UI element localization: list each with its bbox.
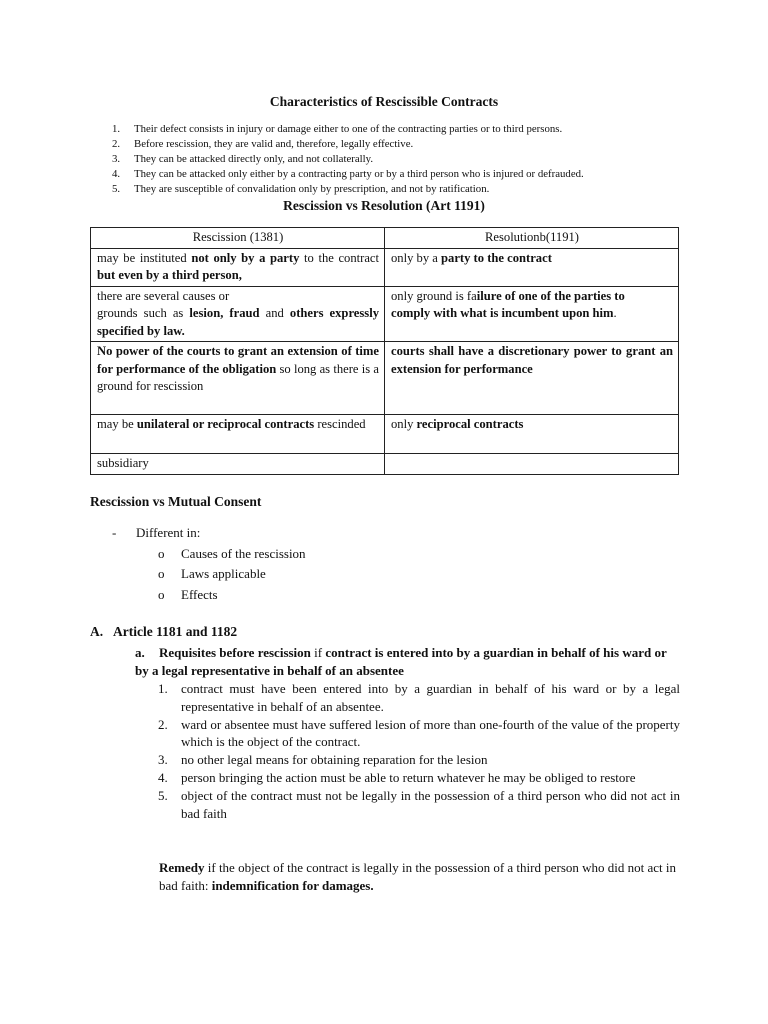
section-heading-text: Article 1181 and 1182 — [113, 624, 238, 639]
bold-text: comply with what is incumbent upon him — [391, 306, 614, 320]
list-text: person bringing the action must be able to return whatever he may be obliged to restore — [181, 769, 636, 785]
requisites-list — [158, 680, 680, 822]
bold-text: courts shall have a discretionary power to grant an extension for performance — [391, 344, 673, 376]
bold-text: ilure of one of the parties to — [476, 288, 625, 303]
column-header-resolution: Resolutionb(1191) — [385, 228, 679, 249]
bold-text: others expressly specified by law. — [97, 306, 379, 338]
table-cell — [385, 415, 679, 454]
table-cell — [385, 248, 679, 286]
subsection-letter: a. — [135, 645, 145, 660]
bold-text: but even by a third person, — [97, 268, 242, 282]
table-cell — [91, 286, 385, 342]
bold-text: unilateral or reciprocal contracts — [136, 417, 315, 431]
text-run: only by a — [391, 250, 442, 265]
list-text: They can be attacked directly only, and not collaterally. — [134, 153, 374, 165]
list-text: They are susceptible of convalidation only by prescription, and not by ratification. — [134, 183, 490, 195]
dash-bullet: - — [112, 525, 117, 540]
list-item — [112, 544, 306, 565]
text-run: grounds such as — [97, 306, 190, 320]
list-item — [158, 787, 680, 823]
list-number: 5. — [158, 787, 168, 803]
bold-text: reciprocal contracts — [416, 417, 524, 431]
list-number: 3. — [112, 153, 121, 165]
list-number: 2. — [158, 716, 168, 732]
list-number: 5. — [112, 183, 121, 195]
list-item — [112, 137, 682, 152]
circle-bullet: o — [158, 545, 165, 561]
list-item — [112, 523, 306, 544]
bold-text: No power of the courts to grant an extension of time for performance of the obligation — [97, 344, 379, 376]
list-text: They can be attacked only either by a contracting party or by a third person who is injured or defrauded. — [134, 168, 584, 180]
list-item — [112, 564, 306, 585]
comparison-table — [90, 227, 679, 475]
bold-text: not only by a party — [191, 250, 300, 265]
list-text: Effects — [181, 586, 218, 602]
text-run: . — [613, 306, 617, 320]
bold-text: indemnification for damages. — [211, 877, 374, 893]
text-run: subsidiary — [97, 456, 149, 470]
text-run: only — [391, 417, 417, 431]
difference-list — [112, 523, 306, 605]
bold-text: lesion, fraud — [189, 306, 260, 320]
table-cell — [385, 454, 679, 475]
page-title: Characteristics of Rescissible Contracts — [269, 94, 499, 109]
bold-text: party to the contract — [441, 250, 552, 265]
list-item — [158, 716, 680, 752]
table-cell — [91, 415, 385, 454]
circle-bullet: o — [158, 586, 165, 602]
list-item — [158, 680, 680, 716]
table-row — [91, 415, 679, 454]
list-text: no other legal means for obtaining reparation for the lesion — [181, 752, 488, 768]
text-run: may be instituted — [97, 250, 192, 265]
requisites-heading-text — [135, 645, 667, 678]
list-item — [112, 585, 306, 606]
table-cell — [385, 342, 679, 415]
list-item — [112, 167, 682, 182]
table-row — [91, 342, 679, 415]
bold-text: contract is entered into by a guardian in behalf of his ward or by a legal representative in behalf of an absentee — [135, 645, 667, 678]
list-number: 4. — [158, 769, 168, 785]
comparison-title: Rescission vs Resolution (Art 1191) — [283, 198, 485, 213]
list-text: object of the contract must not be legally in the possession of a third person who did not act in bad faith — [181, 787, 680, 821]
list-text: Before rescission, they are valid and, therefore, legally effective. — [134, 138, 414, 150]
text-run: only ground is fa — [391, 288, 477, 303]
table-cell — [91, 248, 385, 286]
list-text: Their defect consists in injury or damage either to one of the contracting parties or to third persons. — [134, 123, 563, 135]
requisites-heading — [135, 644, 680, 679]
list-number: 2. — [112, 138, 121, 150]
list-item — [158, 769, 680, 787]
bold-text: Remedy — [159, 860, 205, 875]
bold-text: Requisites before rescission — [159, 645, 311, 660]
list-number: 1. — [112, 123, 121, 135]
list-number: 3. — [158, 752, 168, 768]
remedy-paragraph — [159, 859, 680, 894]
text-run: may be — [97, 417, 137, 431]
table-row — [91, 286, 679, 342]
text-run: rescinded — [314, 417, 366, 431]
text-run: to the contract — [299, 250, 380, 265]
section-heading-mutual-consent: Rescission vs Mutual Consent — [90, 494, 262, 509]
text-run: there are several causes or — [97, 288, 230, 303]
column-header-rescission: Rescission (1381) — [91, 228, 385, 249]
list-text: ward or absentee must have suffered lesion of more than one-fourth of the value of the property which is the object of the contract. — [181, 716, 680, 750]
table-cell — [91, 342, 385, 415]
circle-bullet: o — [158, 566, 165, 581]
text-run: if the object of the contract is legally in the possession of a third person who did not act in bad faith: — [159, 860, 677, 893]
text-run: and — [259, 306, 290, 320]
characteristics-list — [112, 122, 682, 197]
text-run: if — [310, 645, 326, 660]
table-cell — [91, 454, 385, 475]
list-text: Causes of the rescission — [181, 545, 306, 561]
list-item — [112, 152, 682, 167]
text-run: so long as there is a ground for rescission — [97, 361, 379, 393]
list-item — [112, 182, 682, 197]
list-text: Different in: — [136, 525, 201, 540]
list-item — [158, 751, 680, 769]
section-letter: A. — [90, 624, 104, 639]
table-row — [91, 454, 679, 475]
list-number: 4. — [112, 168, 121, 180]
list-number: 1. — [158, 681, 168, 696]
list-item — [112, 122, 682, 137]
list-text: Laws applicable — [181, 566, 266, 581]
list-text: contract must have been entered into by a guardian in behalf of his ward or by a legal representative in behalf of an absentee. — [181, 681, 680, 714]
table-row — [91, 248, 679, 286]
table-header-row — [91, 228, 679, 249]
table-cell — [385, 286, 679, 342]
section-heading-article — [90, 624, 237, 640]
